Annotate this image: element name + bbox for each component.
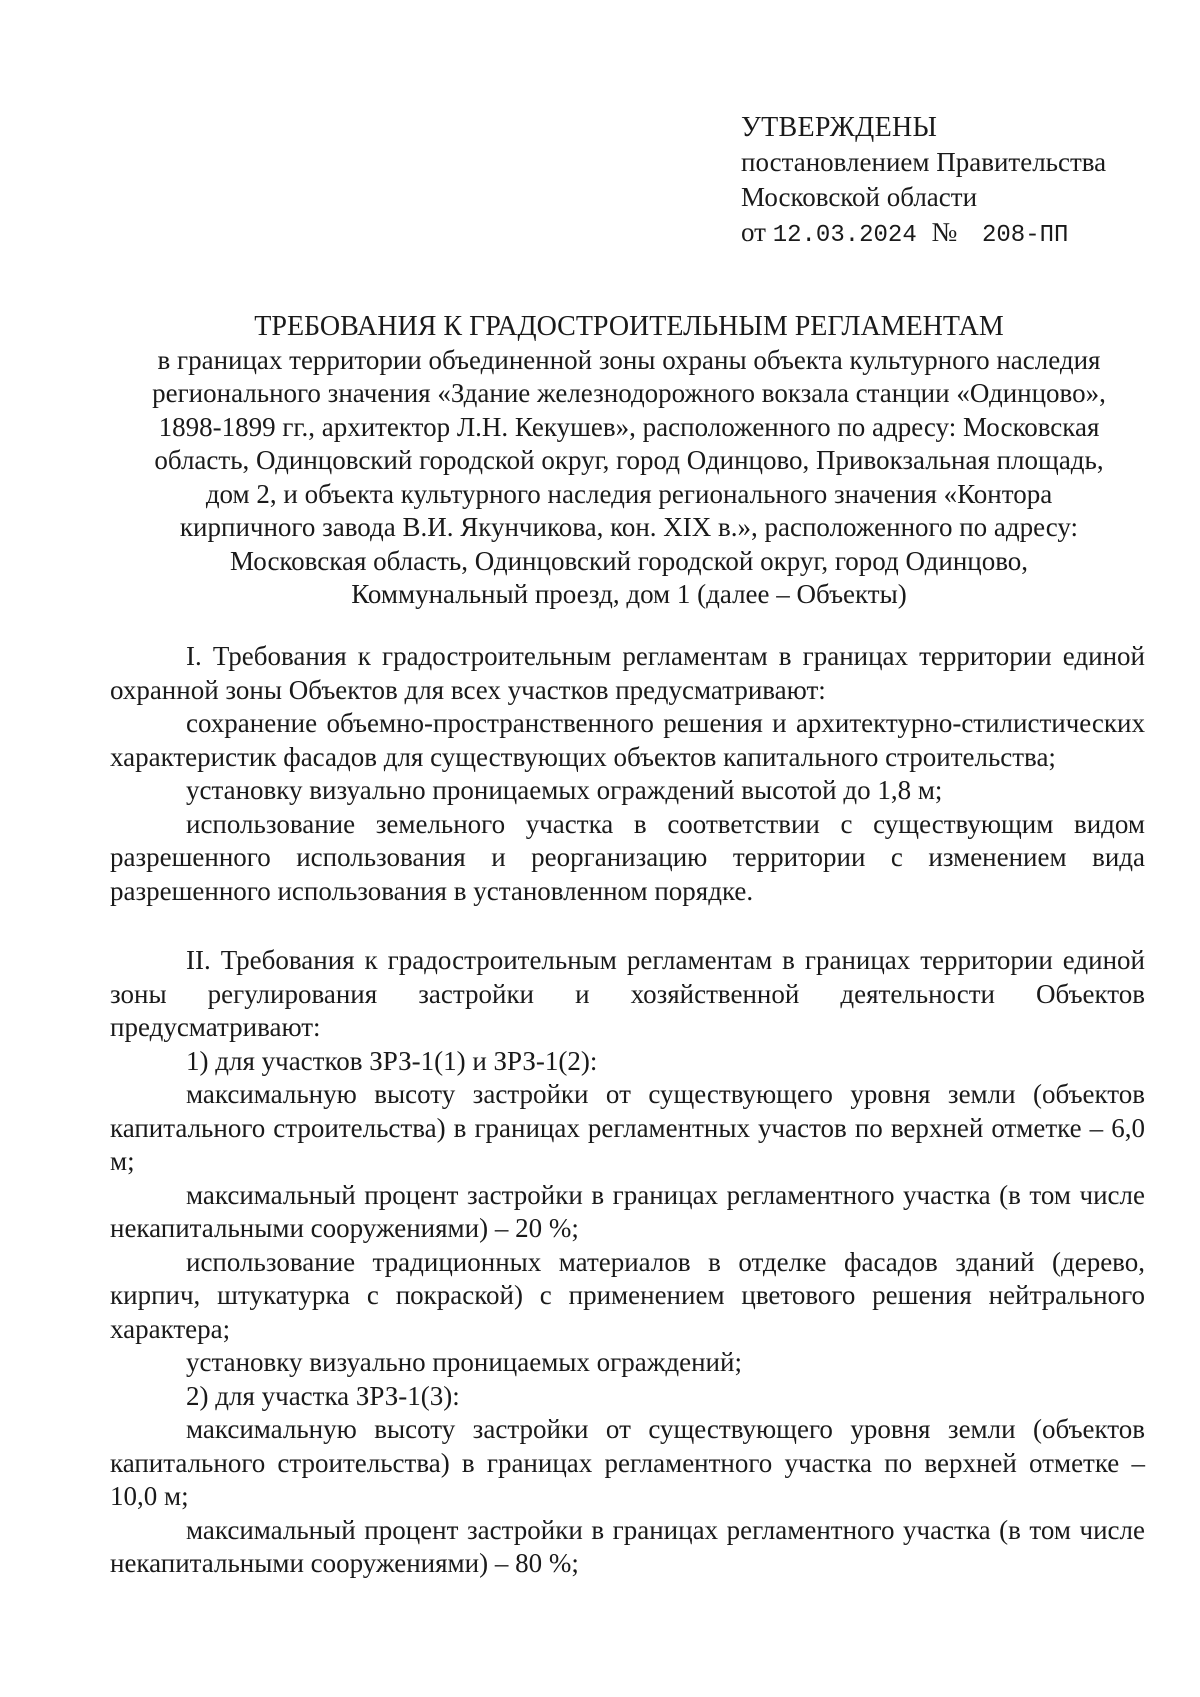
title-line: Московская область, Одинцовский городской округ, город Одинцово, (229, 545, 1029, 576)
title-line: регионального значения «Здание железнодорожного вокзала станции «Одинцово», (152, 378, 1106, 408)
paragraph: использование традиционных материалов в отделке фасадов зданий (дерево, кирпич, штукатурка с покраской) с применением цветового решения нейтрального характера; (110, 1246, 1145, 1344)
list-item: 1) для участков ЗРЗ-1(1) и ЗРЗ-1(2): (186, 1045, 598, 1076)
title-line: 1898-1899 гг., архитектор Л.Н. Кекушев», расположенного по адресу: Московская (158, 411, 1100, 442)
approval-date: 12.03.2024 (772, 222, 917, 249)
section-2-heading: II. Требования к градостроительным регламентам в границах территории единой зоны регулирования застройки и хозяйственной деятельности Объектов предусматривают: (110, 945, 1145, 1042)
paragraph: максимальную высоту застройки от существующего уровня земли (объектов капитального строительства) в границах регламентных участов по верхней отметке – 6,0 м; (110, 1079, 1145, 1176)
paragraph: использование земельного участка в соответствии с существующим видом разрешенного использования и реорганизацию территории с изменением вида разрешенного использования в установленном порядке. (110, 808, 1145, 906)
title-line: кирпичного завода В.И. Якунчикова, кон. XIX в.», расположенного по адресу: (179, 512, 1079, 542)
list-item: 2) для участка ЗРЗ-1(3): (186, 1380, 460, 1411)
approval-line-2: Московской области (741, 182, 978, 212)
title-line: область, Одинцовский городской округ, город Одинцово, Привокзальная площадь, (154, 445, 1104, 475)
document-title (108, 310, 1150, 612)
approval-date-prefix: от (741, 217, 766, 247)
title-caps: ТРЕБОВАНИЯ К ГРАДОСТРОИТЕЛЬНЫМ РЕГЛАМЕНТАМ (254, 311, 1004, 342)
document-body (110, 640, 1145, 1581)
title-line: в границах территории объединенной зоны охраны объекта культурного наследия (157, 344, 1101, 375)
paragraph: установку визуально проницаемых ограждений высотой до 1,8 м; (186, 775, 943, 805)
approval-line-1: постановлением Правительства (741, 147, 1107, 177)
approval-heading: УТВЕРЖДЕНЫ (741, 112, 938, 143)
approval-number-sign: № (931, 217, 958, 247)
paragraph: максимальный процент застройки в границах регламентного участка (в том числе некапитальными сооружениями) – 20 %; (110, 1179, 1145, 1243)
section-gap (110, 908, 1145, 944)
paragraph: установку визуально проницаемых ограждений; (186, 1347, 742, 1377)
paragraph: максимальную высоту застройки от существующего уровня земли (объектов капитального строительства) в границах регламентного участка по верхней отметке – 10,0 м; (110, 1414, 1145, 1511)
approval-number: 208-ПП (982, 222, 1069, 249)
section-1-heading: I. Требования к градостроительным регламентам в границах территории единой охранной зоны Объектов для всех участков предусматривают: (110, 641, 1145, 705)
paragraph: максимальный процент застройки в границах регламентного участка (в том числе некапитальными сооружениями) – 80 %; (110, 1514, 1145, 1578)
paragraph: сохранение объемно-пространственного решения и архитектурно-стилистических характеристик фасадов для существующих объектов капитального строительства; (110, 708, 1145, 772)
approval-stamp (741, 110, 1106, 253)
approval-date-line (741, 215, 1106, 253)
title-line: дом 2, и объекта культурного наследия регионального значения «Контора (205, 478, 1053, 509)
title-line: Коммунальный проезд, дом 1 (далее – Объекты) (351, 579, 907, 609)
